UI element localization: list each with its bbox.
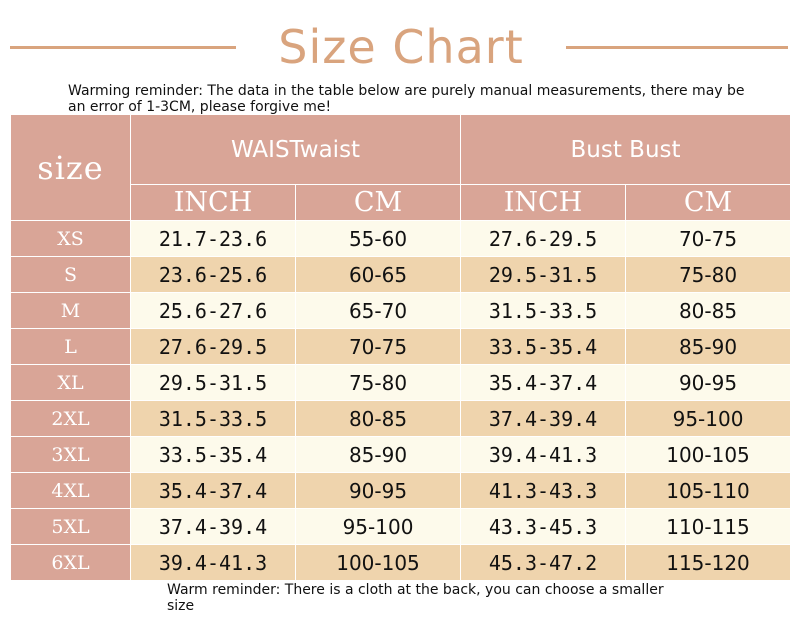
waist-cm-cell: 85-90: [296, 437, 461, 473]
size-chart-table: [10, 114, 791, 581]
table-row: [11, 401, 791, 437]
bust-cm-cell: 115-120: [626, 545, 791, 581]
waist-cm-cell: 55-60: [296, 221, 461, 257]
size-cell: 5XL: [11, 509, 131, 545]
waist-cm-cell: 70-75: [296, 329, 461, 365]
size-column-header: size: [11, 115, 131, 221]
table-row: [11, 221, 791, 257]
waist-cm-cell: 100-105: [296, 545, 461, 581]
bust-inch-cell: 33.5-35.4: [461, 329, 626, 365]
waist-cm-cell: 60-65: [296, 257, 461, 293]
waist-cm-cell: 65-70: [296, 293, 461, 329]
waist-inch-cell: 27.6-29.5: [131, 329, 296, 365]
waist-inch-cell: 21.7-23.6: [131, 221, 296, 257]
title-area: [0, 14, 800, 80]
fit-note: Warm reminder: There is a cloth at the back, you can choose a smaller size: [167, 582, 664, 614]
waist-inch-cell: 39.4-41.3: [131, 545, 296, 581]
size-cell: 2XL: [11, 401, 131, 437]
bust-cm-cell: 95-100: [626, 401, 791, 437]
bust-inch-header: INCH: [461, 185, 626, 221]
table-row: [11, 509, 791, 545]
bust-cm-cell: 70-75: [626, 221, 791, 257]
waist-inch-header: INCH: [131, 185, 296, 221]
bust-inch-cell: 45.3-47.2: [461, 545, 626, 581]
title-divider-left: [10, 46, 236, 49]
size-cell: XL: [11, 365, 131, 401]
bust-inch-cell: 27.6-29.5: [461, 221, 626, 257]
waist-inch-cell: 31.5-33.5: [131, 401, 296, 437]
waist-cm-header: CM: [296, 185, 461, 221]
table-row: [11, 293, 791, 329]
waist-inch-cell: 25.6-27.6: [131, 293, 296, 329]
size-cell: L: [11, 329, 131, 365]
bust-cm-cell: 100-105: [626, 437, 791, 473]
measurement-note: Warming reminder: The data in the table below are purely manual measurements, there may be an error of 1-3CM, please forgive me!: [68, 83, 745, 115]
bust-cm-header: CM: [626, 185, 791, 221]
waist-cm-cell: 80-85: [296, 401, 461, 437]
table-row: [11, 257, 791, 293]
table-row: [11, 365, 791, 401]
bust-inch-cell: 29.5-31.5: [461, 257, 626, 293]
bust-inch-cell: 41.3-43.3: [461, 473, 626, 509]
waist-cm-cell: 90-95: [296, 473, 461, 509]
size-cell: M: [11, 293, 131, 329]
size-cell: XS: [11, 221, 131, 257]
bust-group-header: Bust Bust: [461, 115, 791, 185]
waist-inch-cell: 33.5-35.4: [131, 437, 296, 473]
waist-group-header: WAISTwaist: [131, 115, 461, 185]
table-row: [11, 545, 791, 581]
size-cell: 4XL: [11, 473, 131, 509]
waist-inch-cell: 29.5-31.5: [131, 365, 296, 401]
bust-cm-cell: 90-95: [626, 365, 791, 401]
table-row: [11, 329, 791, 365]
bust-inch-cell: 35.4-37.4: [461, 365, 626, 401]
size-cell: 6XL: [11, 545, 131, 581]
table-row: [11, 473, 791, 509]
waist-inch-cell: 23.6-25.6: [131, 257, 296, 293]
bust-cm-cell: 85-90: [626, 329, 791, 365]
waist-cm-cell: 95-100: [296, 509, 461, 545]
waist-inch-cell: 37.4-39.4: [131, 509, 296, 545]
bust-cm-cell: 80-85: [626, 293, 791, 329]
bust-inch-cell: 39.4-41.3: [461, 437, 626, 473]
size-cell: 3XL: [11, 437, 131, 473]
bust-inch-cell: 37.4-39.4: [461, 401, 626, 437]
bust-inch-cell: 31.5-33.5: [461, 293, 626, 329]
table-row: [11, 437, 791, 473]
bust-cm-cell: 110-115: [626, 509, 791, 545]
size-cell: S: [11, 257, 131, 293]
title-divider-right: [566, 46, 788, 49]
bust-inch-cell: 43.3-45.3: [461, 509, 626, 545]
bust-cm-cell: 75-80: [626, 257, 791, 293]
bust-cm-cell: 105-110: [626, 473, 791, 509]
waist-cm-cell: 75-80: [296, 365, 461, 401]
page-title: Size Chart: [278, 20, 524, 74]
waist-inch-cell: 35.4-37.4: [131, 473, 296, 509]
